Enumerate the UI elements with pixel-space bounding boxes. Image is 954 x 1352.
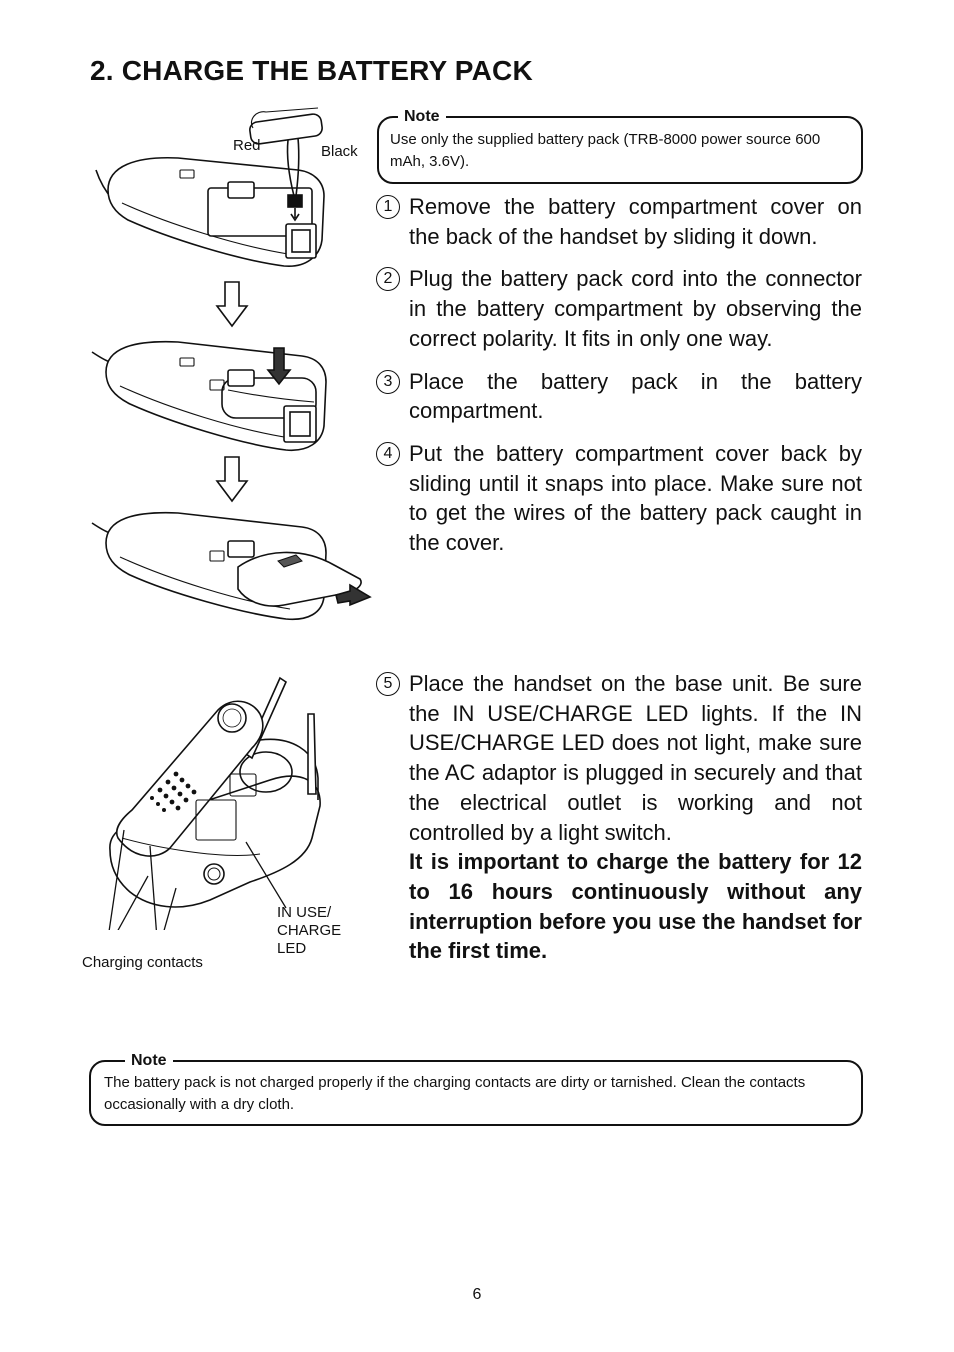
handset-on-base-illustration [100,670,340,930]
note-text-bottom: The battery pack is not charged properly if the charging contacts are dirty or tarnished. Clean the contacts occasionally with a dry cloth. [104,1074,806,1113]
step-text-3: Place the battery pack in the battery compartment. [409,368,862,424]
step-4 [376,439,862,558]
handset-battery-illustration-1 [88,100,373,275]
step-text-1: Remove the battery compartment cover on the back of the handset by sliding it down. [409,194,862,249]
label-led-line1: IN USE/ [277,904,332,921]
step-number-3: 3 [376,370,400,394]
label-led-line3: LED [277,940,307,957]
label-led [277,904,341,958]
step-number-5: 5 [376,672,400,696]
step-2 [376,264,862,353]
steps-list-b [376,669,862,979]
step-text-5 [409,669,862,966]
step-5 [376,669,862,966]
step-number-1: 1 [376,195,400,219]
step-number-4: 4 [376,442,400,466]
step-5-warning: It is important to charge the battery for 12 to 16 hours continuously without any interruption before you use the handset for the first time. [409,849,862,964]
label-led-line2: CHARGE [277,922,342,939]
step-text-2: Plug the battery pack cord into the connector in the battery compartment by observing the correct polarity. It fits in only one way. [409,266,862,351]
step-3 [376,367,862,426]
step-number-2: 2 [376,267,400,291]
handset-battery-illustration-2 [88,330,373,455]
page-title: 2. CHARGE THE BATTERY PACK [90,55,533,86]
label-red: Red [233,137,261,154]
down-arrow-icon-2 [214,455,250,505]
step-5-body: Place the handset on the base unit. Be sure the IN USE/CHARGE LED lights. If the IN USE/CHARGE LED does not light, make sure the AC adaptor is plugged in securely and that the electrical outlet is working and not controlled by a light switch. [409,671,862,845]
note-label-bottom: Note [125,1052,173,1070]
label-charging-contacts: Charging contacts [82,954,203,971]
note-label-top: Note [398,108,446,126]
step-text-4: Put the battery compartment cover back by sliding until it snaps into place. Make sure not to get the wires of the battery pack caught in the cover. [409,440,862,556]
down-arrow-icon-1 [214,280,250,330]
page-number: 6 [472,1286,482,1303]
steps-list-a [376,192,862,571]
label-black: Black [321,143,358,160]
handset-battery-illustration-3 [88,505,373,630]
step-1 [376,192,862,251]
note-text-top: Use only the supplied battery pack (TRB-8000 power source 600 mAh, 3.6V). [390,131,821,170]
